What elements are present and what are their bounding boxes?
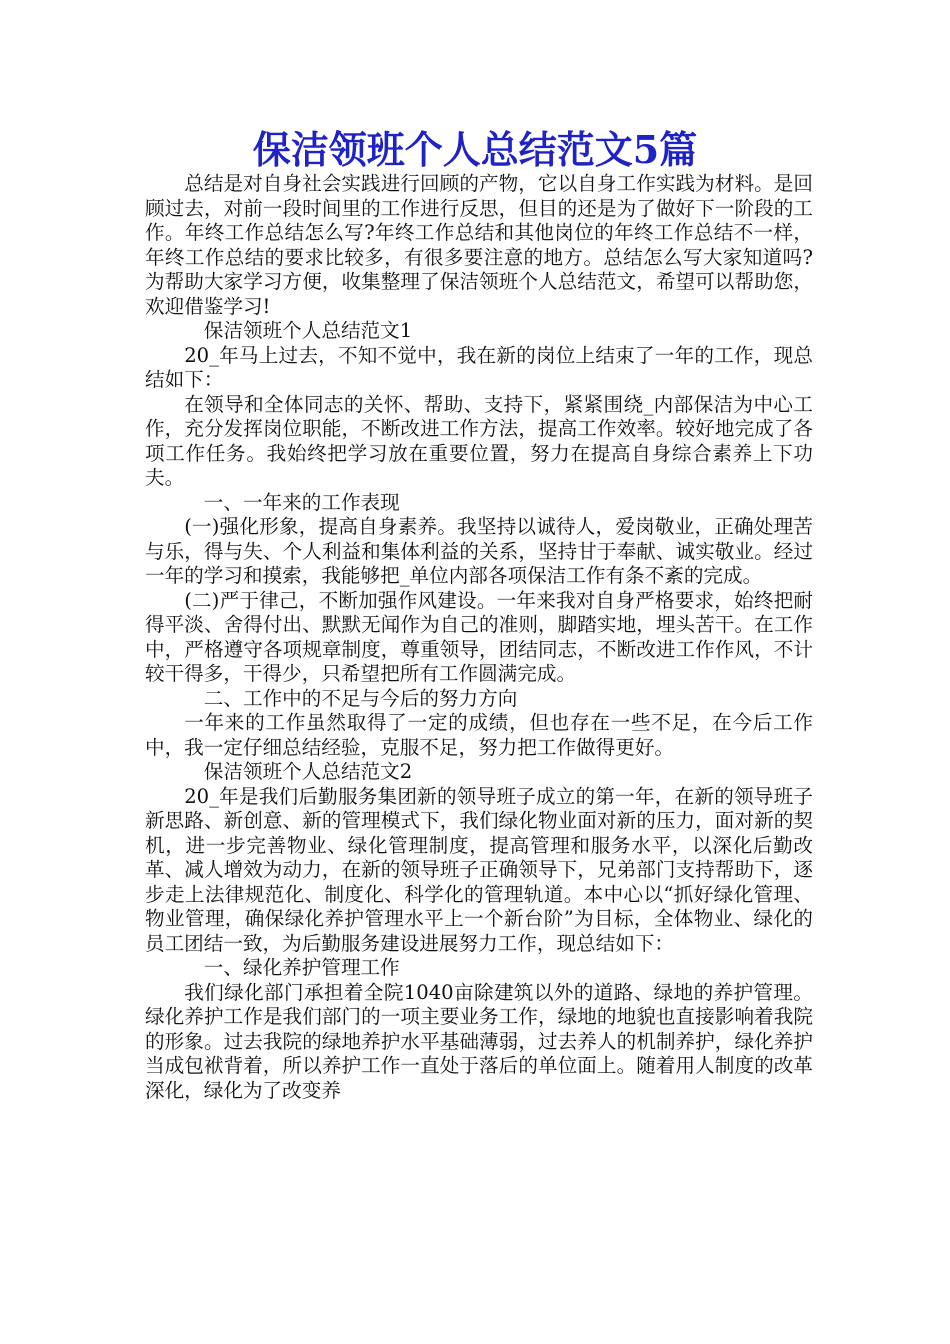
document-body [145, 172, 813, 1103]
body-paragraph: 总结是对自身社会实践进行回顾的产物，它以自身工作实践为材料。是回顾过去，对前一段时间里的工作进行反思，但目的还是为了做好下一阶段的工作。年终工作总结怎么写?年终工作总结和其他岗位的年终工作总结不一样，年终工作总结的要求比较多，有很多要注意的地方。总结怎么写大家知道吗?为帮助大家学习方便，收集整理了保洁领班个人总结范文，希望可以帮助您，欢迎借鉴学习! [145, 172, 813, 318]
body-paragraph: 在领导和全体同志的关怀、帮助、支持下，紧紧围绕_内部保洁为中心工作，充分发挥岗位职能，不断改进工作方法，提高工作效率。较好地完成了各项工作任务。我始终把学习放在重要位置，努力在提高自身综合素养上下功夫。 [145, 392, 813, 489]
section-heading: 一、一年来的工作表现 [203, 490, 400, 514]
section-heading: 保洁领班个人总结范文2 [203, 760, 413, 783]
body-paragraph: (一)强化形象，提高自身素养。我坚持以诚待人，爱岗敬业，正确处理苦与乐，得与失、个人利益和集体利益的关系，坚持甘于奉献、诚实敬业。经过一年的学习和摸索，我能够把_单位内部各项保洁工作有条不紊的完成。 [145, 515, 813, 587]
section-heading: 二、工作中的不足与今后的努力方向 [203, 686, 518, 710]
body-paragraph: (二)严于律己，不断加强作风建设。一年来我对自身严格要求，始终把耐得平淡、舍得付出、默默无闻作为自己的准则，脚踏实地，埋头苦干。在工作中，严格遵守各项规章制度，尊重领导，团结同志，不断改进工作作风，不计较干得多，干得少，只希望把所有工作圆满完成。 [145, 588, 813, 685]
body-paragraph: 我们绿化部门承担着全院1040亩除建筑以外的道路、绿地的养护管理。绿化养护工作是我们部门的一项主要业务工作，绿地的地貌也直接影响着我院的形象。过去我院的绿地养护水平基础薄弱，过去养人的机制养护，绿化养护当成包袱背着，所以养护工作一直处于落后的单位面上。随着用人制度的改革深化，绿化为了改变养 [145, 980, 813, 1102]
document-title: 保洁领班个人总结范文5篇 [252, 127, 698, 172]
body-paragraph: 20_年是我们后勤服务集团新的领导班子成立的第一年，在新的领导班子新思路、新创意、新的管理模式下，我们绿化物业面对新的压力，面对新的契机，进一步完善物业、绿化管理制度，提高管理和服务水平，以深化后勤改革、减人增效为动力，在新的领导班子正确领导下，兄弟部门支持帮助下，逐步走上法律规范化、制度化、科学化的管理轨道。本中心以“抓好绿化管理、物业管理，确保绿化养护管理水平上一个新台阶”为目标，全体物业、绿化的员工团结一致，为后勤服务建设进展努力工作，现总结如下： [145, 784, 813, 955]
body-paragraph: 20_年马上过去，不知不觉中，我在新的岗位上结束了一年的工作，现总结如下： [145, 343, 813, 391]
section-heading: 一、绿化养护管理工作 [203, 956, 400, 979]
body-paragraph: 一年来的工作虽然取得了一定的成绩，但也存在一些不足，在今后工作中，我一定仔细总结经验，克服不足，努力把工作做得更好。 [145, 711, 813, 759]
section-heading: 保洁领班个人总结范文1 [203, 319, 413, 342]
